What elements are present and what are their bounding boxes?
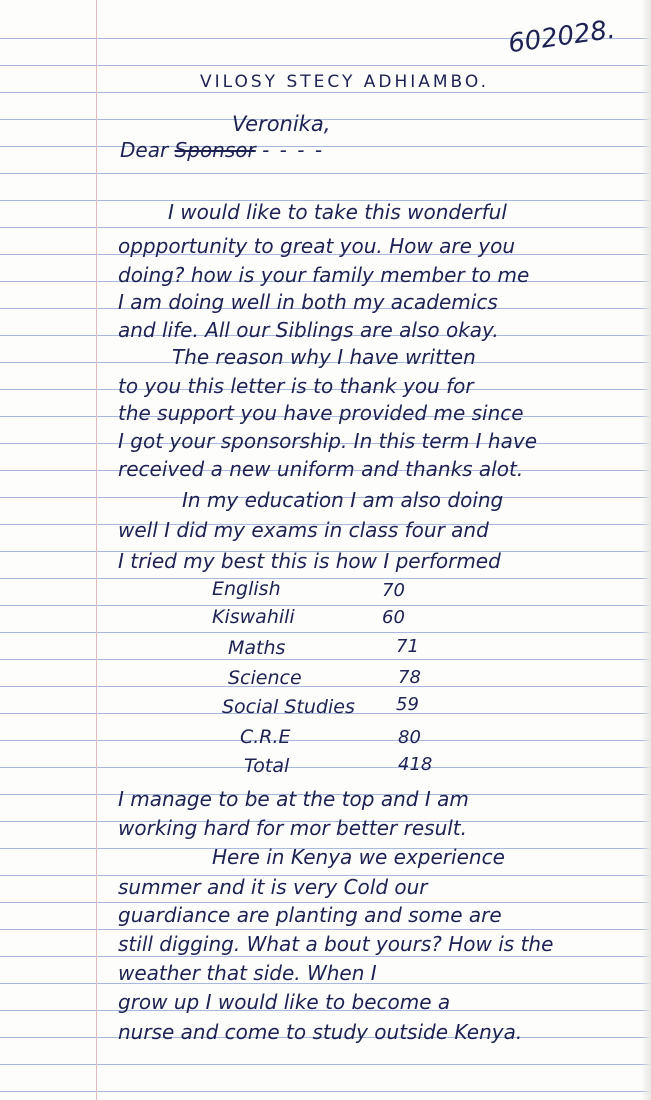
grade-subject: Social Studies xyxy=(222,696,355,718)
grade-subject: Kiswahili xyxy=(212,606,295,628)
body-line: In my education I am also doing xyxy=(182,488,504,512)
grade-score: 70 xyxy=(382,580,405,601)
closing-line: Here in Kenya we experience xyxy=(212,845,505,869)
body-line: well I did my exams in class four and xyxy=(118,518,489,542)
writer-name: VILOSY STECY ADHIAMBO. xyxy=(200,72,490,92)
salutation xyxy=(120,138,324,162)
body-line: received a new uniform and thanks alot. xyxy=(118,457,524,481)
grade-score: 71 xyxy=(396,636,419,657)
closing-line: I manage to be at the top and I am xyxy=(118,787,469,811)
body-line: and life. All our Siblings are also okay. xyxy=(118,318,499,342)
salutation-struck-word: Sponsor xyxy=(174,138,256,162)
closing-line: grow up I would like to become a xyxy=(118,990,451,1014)
body-line: doing? how is your family member to me xyxy=(118,263,530,287)
body-line: I tried my best this is how I performed xyxy=(118,549,501,573)
closing-line: weather that side. When I xyxy=(118,961,377,985)
body-line: the support you have provided me since xyxy=(118,401,524,425)
grade-score: 60 xyxy=(382,607,405,628)
margin-line xyxy=(96,0,97,1100)
grade-subject: C.R.E xyxy=(240,726,291,748)
grade-score: 80 xyxy=(398,727,421,748)
body-line: I am doing well in both my academics xyxy=(118,290,498,314)
closing-line: summer and it is very Cold our xyxy=(118,875,428,899)
reference-number: 602028. xyxy=(506,14,618,60)
body-line: I got your sponsorship. In this term I have xyxy=(118,429,538,453)
grade-score: 418 xyxy=(398,754,433,775)
body-line: to you this letter is to thank you for xyxy=(118,374,474,398)
grade-score: 59 xyxy=(396,694,419,715)
grade-subject: Maths xyxy=(228,637,286,659)
closing-line: working hard for mor better result. xyxy=(118,816,467,840)
grade-subject: Science xyxy=(228,667,302,689)
body-line: oppportunity to great you. How are you xyxy=(118,234,516,258)
grade-subject: English xyxy=(212,578,281,600)
closing-line: guardiance are planting and some are xyxy=(118,903,502,927)
body-line: I would like to take this wonderful xyxy=(168,200,507,224)
salutation-word: Dear xyxy=(120,138,169,162)
closing-line: still digging. What a bout yours? How is the xyxy=(118,932,554,956)
salutation-dashes: - - - - xyxy=(262,138,325,162)
body-line: The reason why I have written xyxy=(172,345,476,369)
grade-subject: Total xyxy=(244,755,290,777)
recipient-name: Veronika, xyxy=(232,112,331,136)
closing-line: nurse and come to study outside Kenya. xyxy=(118,1020,523,1044)
grade-score: 78 xyxy=(398,667,421,688)
page-edge xyxy=(641,0,651,1100)
